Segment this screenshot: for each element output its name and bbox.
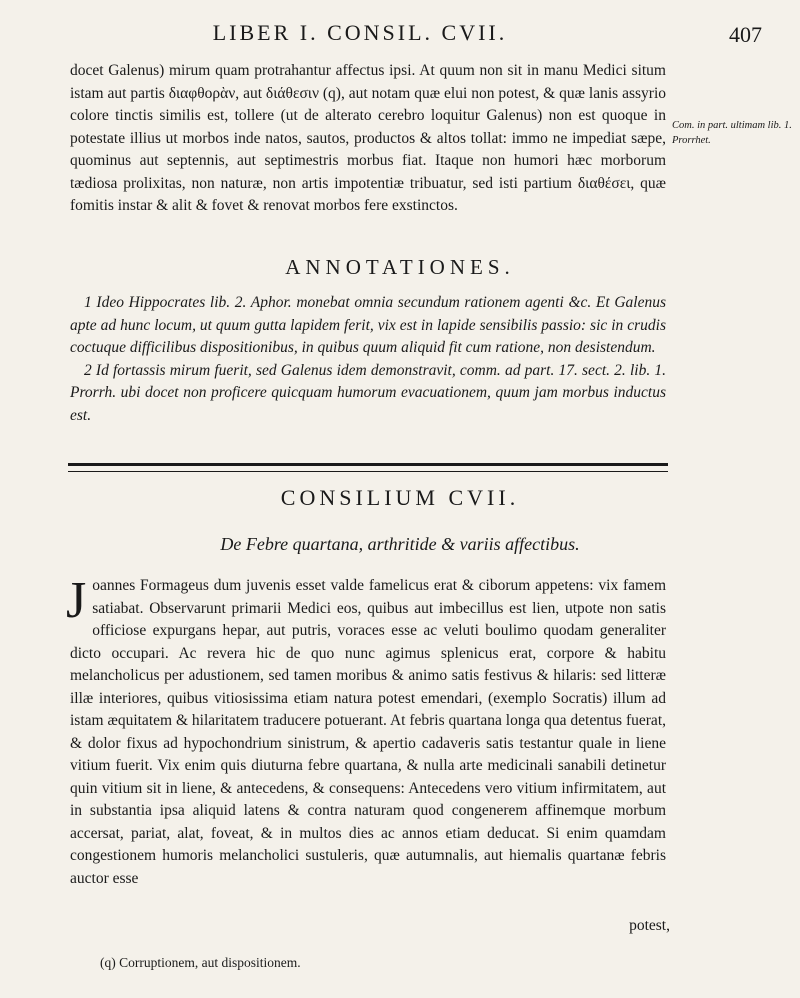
top-paragraph-text: docet Galenus) mirum quam protrahantur affectus ipsi. At quum non sit in manu Medici situm istam aut partis διαφθορὰν, aut διάθεσιν (q), aut notam quæ elui non potest, & quæ lanis assyrio colore tinctis similis est, tollere (ut de alterato cerebro loquitur Galenus) non est quoque in potestate illius ut morbos inde natos, sautos, productos & altos tollat: immo ne impediat sæpe, quominus aut septennis, aut septimestris morbus fiat. Itaque non humori hæc morborum tædiosa prolixitas, non naturæ, non artis impotentiæ tribuatur, sed isti partium διαθέσει, quæ fomitis instar & alit & fovet & renovat morbos fere exstinctos. (70, 62, 666, 214)
annotation-note-1 (70, 292, 666, 360)
annotation-note-2 (70, 360, 666, 428)
drop-cap: J (66, 572, 87, 629)
catchword: potest, (629, 917, 670, 934)
consilium-heading: CONSILIUM CVII. (280, 485, 520, 510)
top-paragraph (70, 60, 666, 218)
consilium-paragraph (66, 572, 666, 890)
annotations-heading: ANNOTATIONES. (285, 255, 515, 279)
annotation-note-2-text: 2 Id fortassis mirum fuerit, sed Galenus idem demonstravit, comm. ad part. 17. sect. 2. lib. 1. Prorrh. ubi docet non proficere quicquam humorum evacuationem, quum jam morbus inductus est. (70, 361, 666, 424)
annotations-block (70, 292, 666, 427)
section-divider (68, 463, 668, 472)
consilium-subtitle: De Febre quartana, arthritide & variis affectibus. (220, 534, 580, 554)
marginal-note: Com. in part. ultimam lib. 1. Prorrhet. (672, 120, 792, 146)
consilium-body-text: oannes Formageus dum juvenis esset valde famelicus erat & ciborum appetens: vix famem satiabat. Observarunt primarii Medici eos, quibus aut imbecillus est lien, utpote non satis officiose expurgans hepar, aut putris, voraces esse ac veluti boulimo quodam generaliter dicto occupari. Ac revera hic de quo nunc agimus splenicus erat, corpore & habitu melancholicus per adustionem, sed tamen moribus & animo satis festivus & hilaris: sed litteræ illæ interiores, quibus vitiosissima etiam natura potest emendari, (exemplo Socratis) illum ad istam æquitatem & hilaritatem traducere potuerant. At febris quartana longa qua detentus fuerat, & dolor fixus ad hypochondrium sinistrum, & apertio cadaveris satis testantur quale in liene vitium fuerit. Vix enim quis diuturna febre quartana, & nulla arte medicinali sanabili detinetur quin vitium sit in liene, & antecedens, & consequens: Antecedens vero vitium infirmitatem, aut in substantia ipsa aliquid latens & contra naturam quod congenerem affinemque morbum accersat, pariat, alat, foveat, & in multos dies ac annos etiam deducat. Si enim quamdam congestionem humoris melancholici sustuleris, quæ autumnalis, aut hiemalis quartanæ febris auctor esse (70, 577, 666, 887)
running-head: LIBER I. CONSIL. CVII. (212, 20, 508, 45)
annotation-note-1-text: 1 Ideo Hippocrates lib. 2. Aphor. monebat omnia secundum rationem agenti &c. Et Galenus apte ad hunc locum, ut quum gutta lapidem ferit, vix est in lapide sensibilis passio: sic in crudis coctuque difficilibus dispositionibus, in quibus quum aliquid fit cum ratione, non desistendum. (70, 294, 666, 356)
page-number: 407 (729, 22, 762, 47)
consilium-body (66, 572, 666, 890)
footnote: (q) Corruptionem, aut dispositionem. (100, 955, 301, 970)
